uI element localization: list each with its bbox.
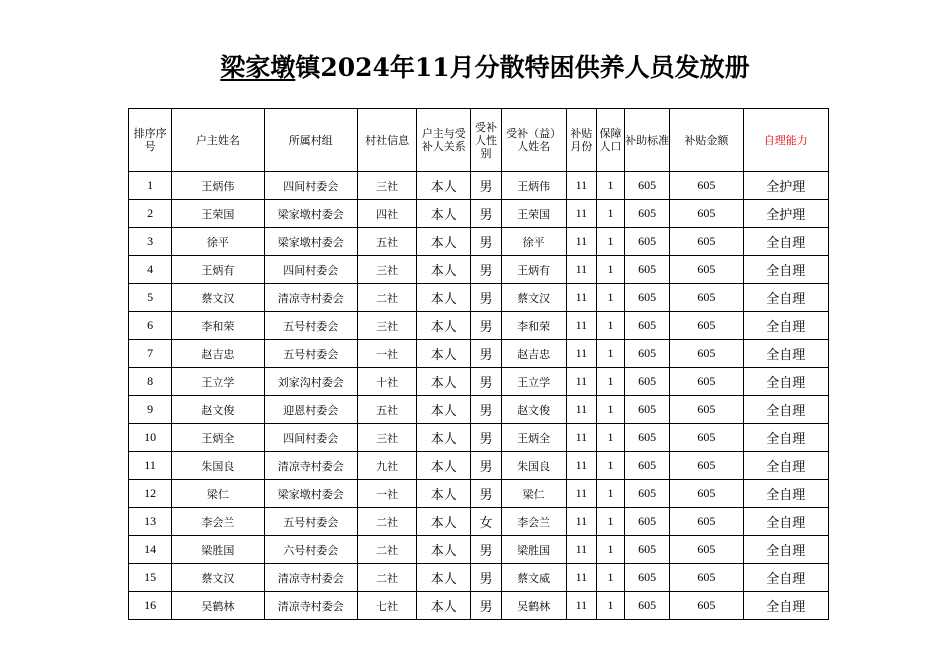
cell-beneficiary: 王炳伟 [501, 172, 566, 200]
table-row [129, 536, 829, 564]
cell-community: 三社 [357, 312, 416, 340]
cell-community: 十社 [357, 368, 416, 396]
cell-village: 清凉寺村委会 [264, 592, 357, 620]
col-header-beneficiary: 受补（益）人姓名 [501, 109, 566, 172]
cell-community: 七社 [357, 592, 416, 620]
cell-month: 11 [566, 200, 596, 228]
cell-population: 1 [596, 200, 624, 228]
table-row [129, 452, 829, 480]
cell-amount: 605 [670, 452, 743, 480]
cell-beneficiary: 吴鹤林 [501, 592, 566, 620]
cell-village: 五号村委会 [264, 508, 357, 536]
cell-index: 1 [129, 172, 172, 200]
cell-community: 二社 [357, 536, 416, 564]
cell-population: 1 [596, 452, 624, 480]
cell-gender: 男 [471, 200, 501, 228]
cell-month: 11 [566, 256, 596, 284]
cell-relation: 本人 [417, 200, 471, 228]
table-row [129, 284, 829, 312]
cell-amount: 605 [670, 480, 743, 508]
cell-index: 9 [129, 396, 172, 424]
cell-standard: 605 [625, 200, 670, 228]
cell-village: 梁家墩村委会 [264, 480, 357, 508]
cell-month: 11 [566, 564, 596, 592]
cell-relation: 本人 [417, 256, 471, 284]
cell-month: 11 [566, 284, 596, 312]
cell-community: 一社 [357, 480, 416, 508]
cell-beneficiary: 李和荣 [501, 312, 566, 340]
cell-householder: 蔡文汉 [172, 564, 264, 592]
cell-village: 迎恩村委会 [264, 396, 357, 424]
cell-population: 1 [596, 340, 624, 368]
cell-beneficiary: 蔡文汉 [501, 284, 566, 312]
table-row [129, 424, 829, 452]
col-header-village: 所属村组 [264, 109, 357, 172]
cell-beneficiary: 蔡文威 [501, 564, 566, 592]
cell-standard: 605 [625, 508, 670, 536]
cell-village: 四间村委会 [264, 256, 357, 284]
cell-community: 二社 [357, 508, 416, 536]
cell-householder: 徐平 [172, 228, 264, 256]
col-header-community: 村社信息 [357, 109, 416, 172]
cell-index: 7 [129, 340, 172, 368]
cell-gender: 男 [471, 452, 501, 480]
cell-self-care: 全自理 [743, 564, 828, 592]
cell-gender: 男 [471, 228, 501, 256]
cell-population: 1 [596, 172, 624, 200]
cell-month: 11 [566, 424, 596, 452]
cell-population: 1 [596, 396, 624, 424]
cell-beneficiary: 赵吉忠 [501, 340, 566, 368]
cell-month: 11 [566, 368, 596, 396]
cell-village: 五号村委会 [264, 312, 357, 340]
cell-self-care: 全自理 [743, 424, 828, 452]
col-header-index: 排序序号 [129, 109, 172, 172]
cell-community: 五社 [357, 396, 416, 424]
cell-amount: 605 [670, 536, 743, 564]
cell-gender: 男 [471, 340, 501, 368]
cell-population: 1 [596, 368, 624, 396]
cell-self-care: 全自理 [743, 368, 828, 396]
cell-standard: 605 [625, 536, 670, 564]
cell-month: 11 [566, 536, 596, 564]
cell-relation: 本人 [417, 312, 471, 340]
cell-community: 三社 [357, 256, 416, 284]
cell-gender: 男 [471, 172, 501, 200]
cell-householder: 王荣国 [172, 200, 264, 228]
cell-relation: 本人 [417, 508, 471, 536]
cell-population: 1 [596, 256, 624, 284]
table-row [129, 312, 829, 340]
cell-amount: 605 [670, 564, 743, 592]
cell-beneficiary: 徐平 [501, 228, 566, 256]
title-rest: 镇2024年11月分散特困供养人员发放册 [295, 53, 750, 82]
cell-amount: 605 [670, 228, 743, 256]
cell-householder: 赵文俊 [172, 396, 264, 424]
cell-village: 刘家沟村委会 [264, 368, 357, 396]
cell-index: 15 [129, 564, 172, 592]
table-row [129, 368, 829, 396]
cell-population: 1 [596, 480, 624, 508]
cell-beneficiary: 朱国良 [501, 452, 566, 480]
cell-village: 清凉寺村委会 [264, 564, 357, 592]
col-header-amount: 补贴金额 [670, 109, 743, 172]
cell-householder: 吴鹤林 [172, 592, 264, 620]
cell-standard: 605 [625, 340, 670, 368]
distribution-table [128, 108, 829, 620]
cell-relation: 本人 [417, 284, 471, 312]
cell-beneficiary: 王荣国 [501, 200, 566, 228]
cell-community: 一社 [357, 340, 416, 368]
cell-gender: 男 [471, 368, 501, 396]
cell-self-care: 全护理 [743, 200, 828, 228]
cell-index: 10 [129, 424, 172, 452]
cell-community: 三社 [357, 172, 416, 200]
cell-index: 6 [129, 312, 172, 340]
cell-beneficiary: 李会兰 [501, 508, 566, 536]
cell-amount: 605 [670, 508, 743, 536]
table-row [129, 508, 829, 536]
cell-amount: 605 [670, 256, 743, 284]
cell-standard: 605 [625, 592, 670, 620]
cell-standard: 605 [625, 312, 670, 340]
cell-amount: 605 [670, 368, 743, 396]
cell-gender: 男 [471, 564, 501, 592]
cell-community: 二社 [357, 284, 416, 312]
cell-community: 三社 [357, 424, 416, 452]
cell-self-care: 全护理 [743, 172, 828, 200]
cell-village: 清凉寺村委会 [264, 284, 357, 312]
cell-relation: 本人 [417, 480, 471, 508]
cell-gender: 男 [471, 256, 501, 284]
cell-population: 1 [596, 312, 624, 340]
cell-self-care: 全自理 [743, 284, 828, 312]
cell-amount: 605 [670, 312, 743, 340]
table-row [129, 564, 829, 592]
cell-amount: 605 [670, 592, 743, 620]
col-header-self-care: 自理能力 [743, 109, 828, 172]
cell-village: 五号村委会 [264, 340, 357, 368]
cell-relation: 本人 [417, 452, 471, 480]
cell-relation: 本人 [417, 592, 471, 620]
cell-beneficiary: 王立学 [501, 368, 566, 396]
cell-householder: 王炳全 [172, 424, 264, 452]
cell-self-care: 全自理 [743, 508, 828, 536]
cell-population: 1 [596, 592, 624, 620]
table-row [129, 228, 829, 256]
cell-village: 四间村委会 [264, 424, 357, 452]
cell-relation: 本人 [417, 228, 471, 256]
cell-month: 11 [566, 396, 596, 424]
cell-relation: 本人 [417, 340, 471, 368]
cell-standard: 605 [625, 284, 670, 312]
cell-population: 1 [596, 228, 624, 256]
col-header-standard: 补助标准 [625, 109, 670, 172]
cell-standard: 605 [625, 480, 670, 508]
col-header-population: 保障人口 [596, 109, 624, 172]
cell-self-care: 全自理 [743, 480, 828, 508]
cell-month: 11 [566, 452, 596, 480]
cell-beneficiary: 梁仁 [501, 480, 566, 508]
cell-householder: 王炳有 [172, 256, 264, 284]
cell-beneficiary: 赵文俊 [501, 396, 566, 424]
cell-standard: 605 [625, 228, 670, 256]
cell-standard: 605 [625, 452, 670, 480]
cell-relation: 本人 [417, 564, 471, 592]
cell-population: 1 [596, 424, 624, 452]
cell-gender: 男 [471, 480, 501, 508]
cell-gender: 男 [471, 424, 501, 452]
cell-village: 清凉寺村委会 [264, 452, 357, 480]
cell-population: 1 [596, 284, 624, 312]
cell-amount: 605 [670, 200, 743, 228]
cell-self-care: 全自理 [743, 312, 828, 340]
cell-index: 5 [129, 284, 172, 312]
cell-index: 12 [129, 480, 172, 508]
cell-gender: 男 [471, 312, 501, 340]
cell-index: 16 [129, 592, 172, 620]
col-header-gender: 受补人性别 [471, 109, 501, 172]
cell-index: 13 [129, 508, 172, 536]
cell-community: 九社 [357, 452, 416, 480]
cell-village: 梁家墩村委会 [264, 200, 357, 228]
cell-month: 11 [566, 480, 596, 508]
cell-population: 1 [596, 564, 624, 592]
table-row [129, 592, 829, 620]
table-row [129, 200, 829, 228]
cell-self-care: 全自理 [743, 592, 828, 620]
cell-standard: 605 [625, 368, 670, 396]
cell-index: 8 [129, 368, 172, 396]
cell-householder: 朱国良 [172, 452, 264, 480]
cell-householder: 蔡文汉 [172, 284, 264, 312]
cell-standard: 605 [625, 564, 670, 592]
cell-community: 二社 [357, 564, 416, 592]
table-row [129, 172, 829, 200]
cell-relation: 本人 [417, 368, 471, 396]
cell-index: 3 [129, 228, 172, 256]
cell-standard: 605 [625, 172, 670, 200]
cell-householder: 梁仁 [172, 480, 264, 508]
cell-month: 11 [566, 340, 596, 368]
cell-gender: 女 [471, 508, 501, 536]
cell-gender: 男 [471, 396, 501, 424]
cell-relation: 本人 [417, 536, 471, 564]
cell-relation: 本人 [417, 396, 471, 424]
town-name: 梁家墩 [220, 53, 296, 82]
page-title [0, 48, 948, 84]
cell-beneficiary: 梁胜国 [501, 536, 566, 564]
cell-community: 四社 [357, 200, 416, 228]
col-header-month: 补贴月份 [566, 109, 596, 172]
cell-village: 六号村委会 [264, 536, 357, 564]
cell-standard: 605 [625, 396, 670, 424]
table-row [129, 256, 829, 284]
cell-month: 11 [566, 312, 596, 340]
cell-population: 1 [596, 508, 624, 536]
cell-index: 11 [129, 452, 172, 480]
cell-self-care: 全自理 [743, 256, 828, 284]
cell-self-care: 全自理 [743, 452, 828, 480]
cell-householder: 李和荣 [172, 312, 264, 340]
cell-self-care: 全自理 [743, 536, 828, 564]
cell-householder: 梁胜国 [172, 536, 264, 564]
cell-gender: 男 [471, 592, 501, 620]
cell-amount: 605 [670, 284, 743, 312]
cell-beneficiary: 王炳全 [501, 424, 566, 452]
cell-month: 11 [566, 508, 596, 536]
cell-householder: 王立学 [172, 368, 264, 396]
cell-self-care: 全自理 [743, 340, 828, 368]
cell-index: 4 [129, 256, 172, 284]
cell-amount: 605 [670, 172, 743, 200]
cell-community: 五社 [357, 228, 416, 256]
cell-relation: 本人 [417, 424, 471, 452]
cell-householder: 李会兰 [172, 508, 264, 536]
cell-relation: 本人 [417, 172, 471, 200]
cell-gender: 男 [471, 284, 501, 312]
cell-standard: 605 [625, 424, 670, 452]
cell-self-care: 全自理 [743, 228, 828, 256]
cell-householder: 赵吉忠 [172, 340, 264, 368]
table-row [129, 340, 829, 368]
table-row [129, 480, 829, 508]
cell-amount: 605 [670, 424, 743, 452]
cell-index: 14 [129, 536, 172, 564]
cell-amount: 605 [670, 396, 743, 424]
cell-standard: 605 [625, 256, 670, 284]
col-header-householder: 户主姓名 [172, 109, 264, 172]
cell-index: 2 [129, 200, 172, 228]
cell-gender: 男 [471, 536, 501, 564]
cell-village: 梁家墩村委会 [264, 228, 357, 256]
col-header-relation: 户主与受补人关系 [417, 109, 471, 172]
cell-beneficiary: 王炳有 [501, 256, 566, 284]
cell-month: 11 [566, 592, 596, 620]
table-row [129, 396, 829, 424]
cell-village: 四间村委会 [264, 172, 357, 200]
cell-self-care: 全自理 [743, 396, 828, 424]
cell-amount: 605 [670, 340, 743, 368]
cell-population: 1 [596, 536, 624, 564]
cell-householder: 王炳伟 [172, 172, 264, 200]
cell-month: 11 [566, 172, 596, 200]
cell-month: 11 [566, 228, 596, 256]
header-row [129, 109, 829, 172]
